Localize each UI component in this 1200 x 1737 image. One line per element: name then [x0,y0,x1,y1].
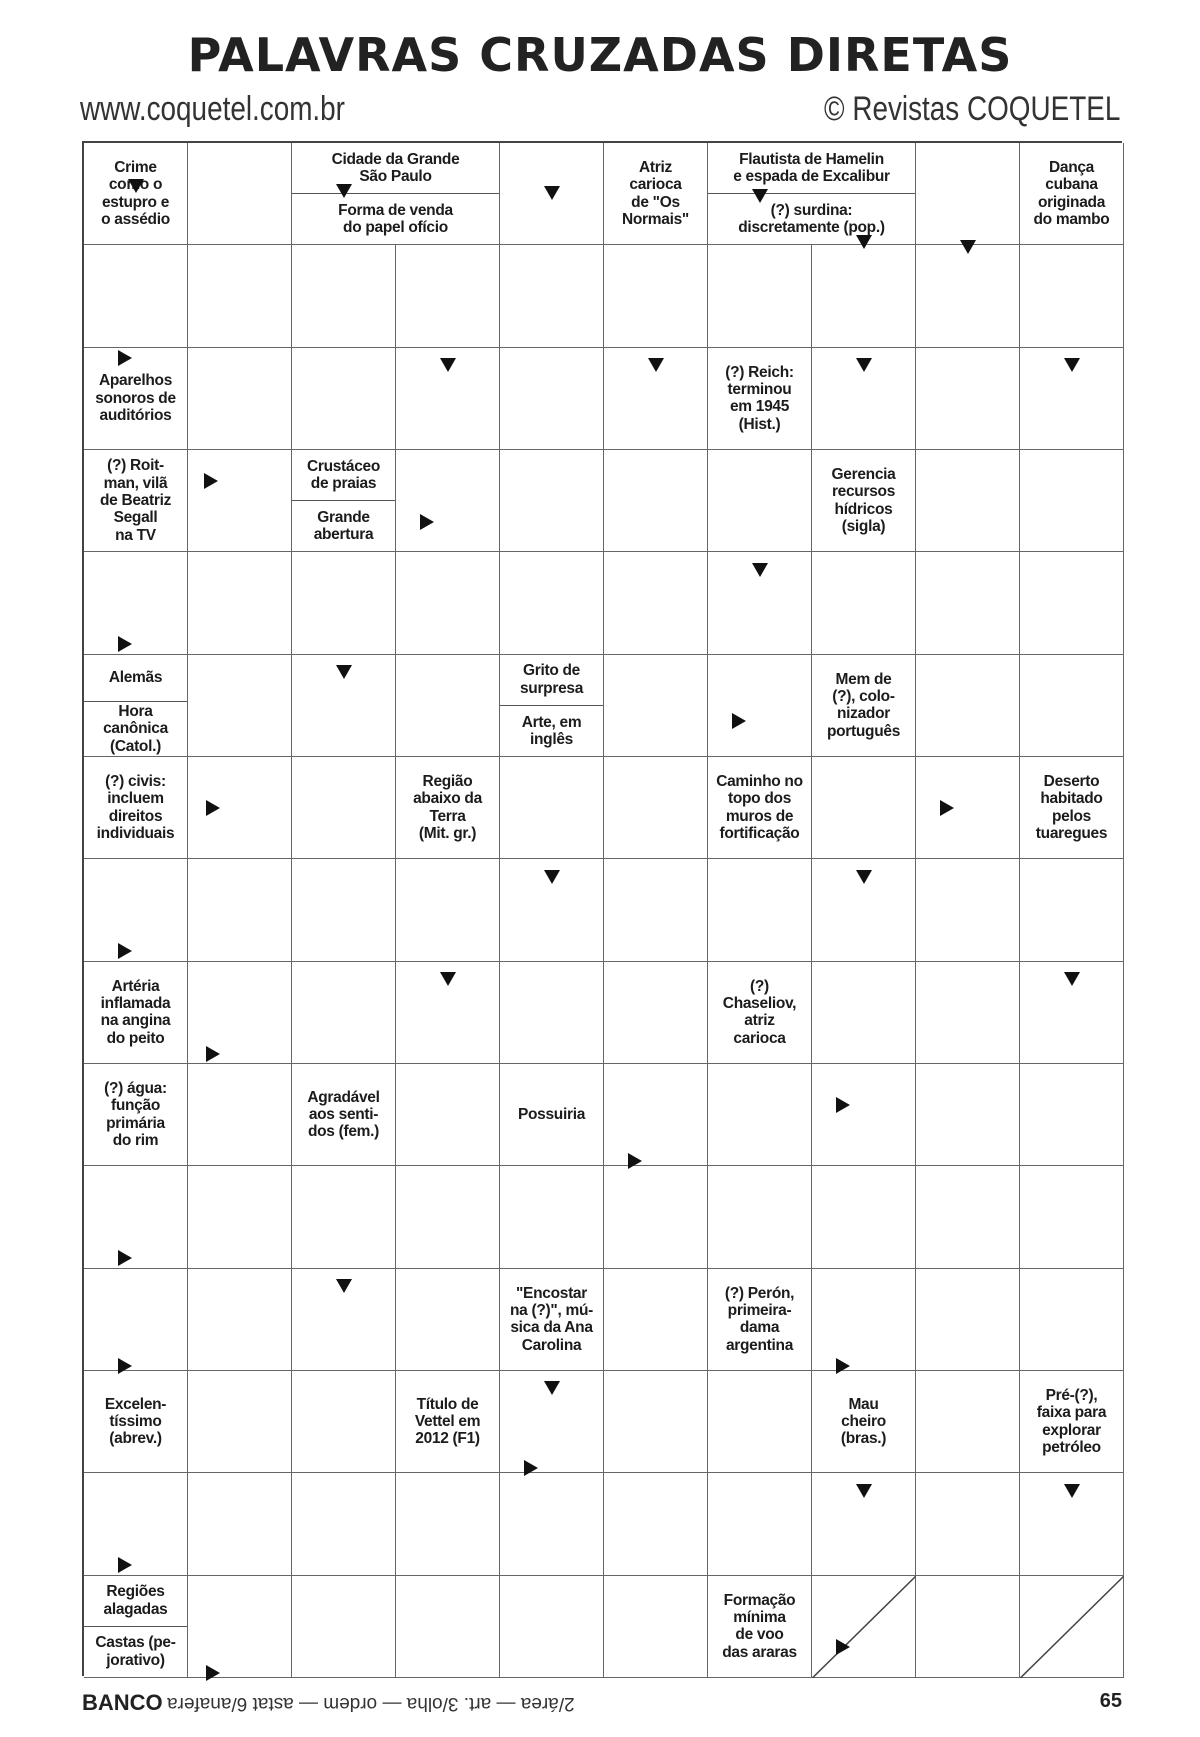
answer-cell[interactable] [188,348,292,450]
answer-cell[interactable] [500,1166,604,1268]
answer-cell[interactable] [396,245,500,347]
answer-cell[interactable] [708,450,812,552]
clue-text: Cidade da Grande São Paulo [331,150,460,186]
answer-cell[interactable] [396,1473,500,1575]
arrow-right-icon [940,800,954,816]
answer-cell[interactable] [1020,245,1124,347]
answer-cell[interactable] [292,552,396,654]
answer-cell[interactable] [188,1576,292,1678]
arrow-down-icon [1064,972,1080,986]
clue-cell [396,757,500,859]
arrow-down-icon [752,189,768,203]
answer-cell[interactable] [812,1064,916,1166]
clue-text: Agradável aos senti- dos (fem.) [307,1088,380,1141]
arrow-down-icon [856,1484,872,1498]
answer-cell[interactable] [812,1269,916,1371]
answer-cell[interactable] [708,1473,812,1575]
arrow-right-icon [420,514,434,530]
clue-text: Grito de surpresa [519,662,584,697]
arrow-down-icon [128,179,144,193]
answer-cell[interactable] [292,962,396,1064]
answer-cell[interactable] [188,1064,292,1166]
answer-cell[interactable] [916,450,1020,552]
arrow-right-icon [204,473,218,489]
arrow-right-icon [206,1046,220,1062]
word-bank-upside-down: 2/área — art. 3/olha — ordem — astat 6/anafera [167,1693,575,1714]
arrow-down-icon [544,186,560,200]
arrow-down-icon [1064,358,1080,372]
arrow-right-icon [118,636,132,652]
clue-cell [708,143,916,245]
answer-cell[interactable] [396,1269,500,1371]
arrow-right-icon [524,1460,538,1476]
answer-cell[interactable] [292,1473,396,1575]
answer-cell[interactable] [500,450,604,552]
answer-cell[interactable] [396,552,500,654]
answer-cell[interactable] [84,859,188,961]
arrow-right-icon [118,1557,132,1573]
clue-text: (?) água: função primária do rim [104,1079,167,1149]
clue-text: Crustáceo de praias [306,457,381,493]
answer-cell[interactable] [292,757,396,859]
clue-cell [84,757,188,859]
clue-text: Título de Vettel em 2012 (F1) [414,1395,481,1448]
clue-cell [84,348,188,450]
clue-text: Dança cubana originada do mambo [1033,158,1110,229]
banco-label: BANCO [82,1690,163,1715]
answer-cell[interactable] [188,757,292,859]
answer-cell[interactable] [292,245,396,347]
answer-cell[interactable] [84,1166,188,1268]
answer-cell[interactable] [604,1473,708,1575]
clue-text: Excelen- tíssimo (abrev.) [104,1395,167,1448]
clue-cell [604,143,708,245]
answer-cell[interactable] [292,348,396,450]
arrow-down-icon [856,235,872,249]
clue-text: Caminho no topo dos muros de fortificação [716,772,803,842]
answer-cell[interactable] [500,552,604,654]
answer-cell[interactable] [292,1371,396,1473]
arrow-down-icon [440,358,456,372]
clue-cell [812,450,916,552]
clue-cell [84,1371,188,1473]
clue-text: Arte, em inglês [500,705,603,756]
clue-cell [84,143,188,245]
clue-text: Atriz carioca de "Os Normais" [622,158,689,229]
clue-cell [500,1064,604,1166]
answer-cell[interactable] [188,1371,292,1473]
clue-text: Forma de venda do papel ofício [292,193,499,244]
clue-text: Crime como o estupro e o assédio [101,158,170,229]
copyright: © Revistas COQUETEL [823,90,1120,128]
clue-text: (?) surdina: discretamente (pop.) [708,193,915,244]
arrow-right-icon [836,1639,850,1655]
clue-cell [708,1576,812,1678]
arrow-down-icon [856,358,872,372]
answer-cell[interactable] [188,655,292,757]
answer-cell[interactable] [1020,450,1124,552]
answer-cell[interactable] [708,859,812,961]
arrow-right-icon [118,1358,132,1374]
answer-cell[interactable] [916,245,1020,347]
answer-cell[interactable] [84,552,188,654]
clue-cell [84,1576,188,1678]
answer-cell[interactable] [1020,859,1124,961]
arrow-down-icon [544,1381,560,1395]
answer-cell[interactable] [916,1371,1020,1473]
answer-cell[interactable] [292,1576,396,1678]
answer-cell[interactable] [396,859,500,961]
answer-cell[interactable] [916,962,1020,1064]
answer-cell[interactable] [604,245,708,347]
clue-cell [1020,1371,1124,1473]
answer-cell[interactable] [604,757,708,859]
website-url: www.coquetel.com.br [80,90,345,128]
answer-cell[interactable] [916,859,1020,961]
clue-cell [708,757,812,859]
arrow-down-icon [1064,1484,1080,1498]
answer-cell[interactable] [500,757,604,859]
clue-cell [84,1064,188,1166]
answer-cell[interactable] [916,1166,1020,1268]
clue-text: Possuiria [517,1105,586,1123]
answer-cell[interactable] [604,1371,708,1473]
arrow-right-icon [206,1665,220,1681]
clue-text: Mau cheiro (bras.) [840,1395,887,1448]
clue-cell [708,1269,812,1371]
clue-cell [84,450,188,552]
answer-cell[interactable] [708,1064,812,1166]
clue-text: Grande abertura [292,500,395,551]
answer-cell[interactable] [84,245,188,347]
clue-cell [812,655,916,757]
answer-cell[interactable] [188,1269,292,1371]
clue-cell [708,348,812,450]
clue-cell [500,655,604,757]
arrow-down-icon [336,665,352,679]
clue-cell [396,1371,500,1473]
arrow-right-icon [628,1153,642,1169]
answer-cell[interactable] [812,962,916,1064]
clue-text: (?) civis: incluem direitos individuais [96,772,175,842]
answer-cell[interactable] [396,655,500,757]
answer-cell[interactable] [812,552,916,654]
answer-cell[interactable] [188,1166,292,1268]
answer-cell[interactable] [396,1166,500,1268]
answer-cell[interactable] [500,348,604,450]
answer-cell[interactable] [604,1269,708,1371]
footer [82,1690,1122,1720]
answer-cell[interactable] [1020,1576,1124,1678]
answer-cell[interactable] [1020,552,1124,654]
clue-text: (?) Roit- man, vilã de Beatriz Segall na TV [99,457,172,544]
answer-cell[interactable] [604,450,708,552]
clue-text: Gerencia recursos hídricos (sigla) [831,465,896,535]
clue-text: Pré-(?), faixa para explorar petróleo [1036,1386,1107,1456]
answer-cell[interactable] [812,1576,916,1678]
clue-cell [84,655,188,757]
arrow-down-icon [752,563,768,577]
clue-text: Formação mínima de voo das araras [722,1591,797,1661]
arrow-right-icon [118,943,132,959]
clue-text: Flautista de Hamelin e espada de Excalibur [733,150,890,186]
answer-cell[interactable] [708,1166,812,1268]
clue-text: (?) Chaseliov, atriz carioca [722,977,797,1047]
answer-cell[interactable] [916,655,1020,757]
arrow-right-icon [732,713,746,729]
answer-cell[interactable] [500,245,604,347]
page-number: 65 [1099,1690,1122,1712]
clue-text: Região abaixo da Terra (Mit. gr.) [413,772,482,842]
answer-cell[interactable] [916,143,1020,245]
clue-cell [500,1269,604,1371]
answer-cell[interactable] [604,1166,708,1268]
clue-cell [708,962,812,1064]
answer-cell[interactable] [916,348,1020,450]
answer-cell[interactable] [604,552,708,654]
arrow-down-icon [336,184,352,198]
answer-cell[interactable] [604,1064,708,1166]
answer-cell[interactable] [188,1473,292,1575]
clue-text: Aparelhos sonoros de auditórios [95,372,176,424]
crossword-grid [82,141,1122,1676]
answer-cell[interactable] [188,552,292,654]
answer-cell[interactable] [84,1269,188,1371]
answer-cell[interactable] [188,143,292,245]
clue-text: Alemãs [108,669,163,687]
answer-cell[interactable] [812,757,916,859]
clue-cell [1020,143,1124,245]
clue-text: Artéria inflamada na angina do peito [100,977,171,1047]
answer-cell[interactable] [1020,655,1124,757]
answer-cell[interactable] [1020,1166,1124,1268]
answer-cell[interactable] [292,859,396,961]
answer-cell[interactable] [916,757,1020,859]
clue-cell [812,1371,916,1473]
answer-cell[interactable] [396,1576,500,1678]
clue-text: (?) Perón, primeira- dama argentina [724,1284,795,1354]
arrow-down-icon [960,240,976,254]
answer-cell[interactable] [396,1064,500,1166]
answer-cell[interactable] [188,859,292,961]
answer-cell[interactable] [916,1269,1020,1371]
answer-cell[interactable] [604,655,708,757]
arrow-right-icon [836,1097,850,1113]
answer-cell[interactable] [292,1166,396,1268]
answer-cell[interactable] [812,1166,916,1268]
clue-cell [1020,757,1124,859]
answer-cell[interactable] [604,962,708,1064]
answer-cell[interactable] [188,450,292,552]
answer-cell[interactable] [604,859,708,961]
answer-cell[interactable] [708,245,812,347]
answer-cell[interactable] [708,655,812,757]
answer-cell[interactable] [396,450,500,552]
clue-cell [292,450,396,552]
answer-cell[interactable] [812,245,916,347]
answer-cell[interactable] [916,1064,1020,1166]
arrow-down-icon [544,870,560,884]
answer-cell[interactable] [500,1576,604,1678]
page-title: PALAVRAS CRUZADAS DIRETAS [187,28,1013,82]
arrow-down-icon [336,1279,352,1293]
answer-cell[interactable] [84,1473,188,1575]
clue-text: Castas (pe- jorativo) [84,1626,187,1677]
clue-text: Deserto habitado pelos tuaregues [1035,772,1108,842]
clue-cell [84,962,188,1064]
clue-cell [292,1064,396,1166]
answer-cell[interactable] [916,552,1020,654]
arrow-right-icon [118,1250,132,1266]
arrow-down-icon [856,870,872,884]
answer-cell[interactable] [188,245,292,347]
arrow-down-icon [648,358,664,372]
answer-cell[interactable] [1020,1269,1124,1371]
arrow-right-icon [118,350,132,366]
clue-text: Mem de (?), colo- nizador português [826,670,901,740]
answer-cell[interactable] [1020,1064,1124,1166]
answer-cell[interactable] [916,1473,1020,1575]
clue-cell [292,143,500,245]
answer-cell[interactable] [500,1473,604,1575]
answer-cell[interactable] [604,1576,708,1678]
answer-cell[interactable] [188,962,292,1064]
clue-text: (?) Reich: terminou em 1945 (Hist.) [725,363,794,433]
clue-text: Hora canônica (Catol.) [84,701,187,756]
arrow-down-icon [440,972,456,986]
answer-cell[interactable] [708,1371,812,1473]
clue-text: "Encostar na (?)", mú- sica da Ana Carolina [510,1284,593,1354]
answer-cell[interactable] [916,1576,1020,1678]
arrow-right-icon [836,1358,850,1374]
answer-cell[interactable] [500,962,604,1064]
arrow-right-icon [206,800,220,816]
clue-text: Regiões alagadas [103,1583,168,1618]
